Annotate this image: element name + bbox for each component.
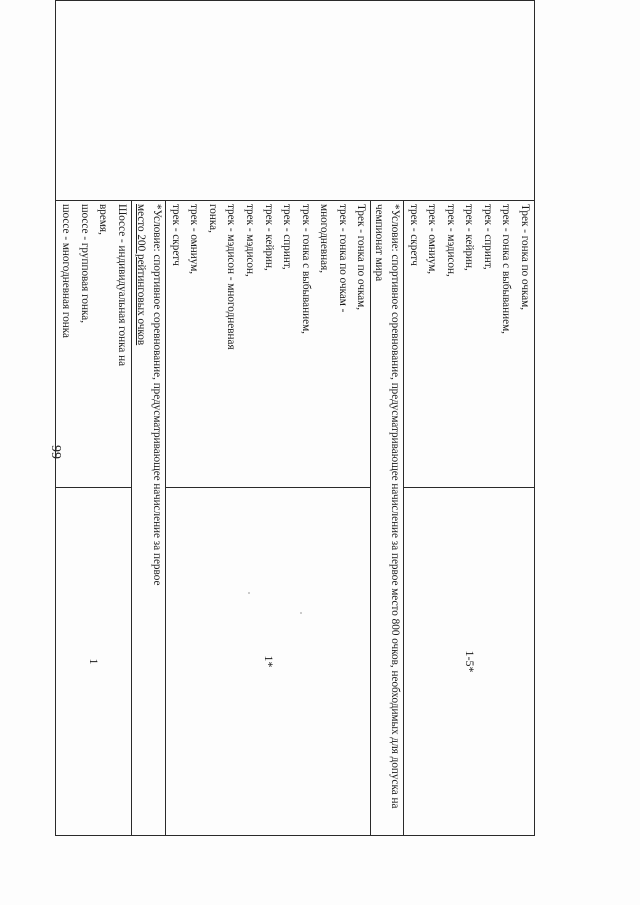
discipline-item: трек - кейрин, [262, 204, 275, 271]
note-text-line: *Условие: спортивное соревнование, предусматривающее начисление за первое [150, 204, 163, 586]
disciplines-cell [55, 201, 131, 488]
discipline-item: трек - гонка по очкам - [336, 204, 349, 313]
page-number: 99 [48, 445, 63, 459]
note-cell [371, 201, 404, 836]
discipline-item: трек - скретч [169, 204, 182, 266]
rotated-table-container [60, 0, 535, 835]
note-text: *Условие: спортивное соревнование, предусматривающее начисление за первое место 800 очков, необходимых для допуска на чемпионат мира [373, 204, 402, 809]
discipline-item: трек - кейрин, [463, 204, 476, 271]
discipline-item: трек - омниум, [426, 204, 439, 275]
discipline-item: Трек - гонка по очкам, [519, 204, 531, 311]
note-text-line: место 200 рейтинговых очков [134, 204, 147, 346]
sports-requirements-table [55, 0, 535, 836]
result-cell: 1* [165, 488, 371, 836]
discipline-item: многодневная, [318, 204, 331, 274]
discipline-item: трек - скретч [408, 204, 420, 266]
discipline-item: трек - гонка с выбыванием, [500, 204, 513, 334]
discipline-item: трек - мэдисон, [445, 204, 457, 277]
discipline-item: Трек - гонка по очкам, [355, 204, 368, 311]
discipline-item: время, [97, 204, 110, 235]
scan-speck [248, 592, 250, 594]
discipline-item: Шоссе - индивидуальная гонка на [115, 204, 128, 367]
discipline-item: трек - гонка с выбыванием, [299, 204, 312, 334]
empty-left-cell [55, 1, 534, 201]
discipline-item: шоссе - многодневная гонка [60, 204, 73, 339]
discipline-item: трек - омниум, [188, 204, 201, 275]
disciplines-cell [165, 201, 371, 488]
discipline-item: трек - спринт, [281, 204, 294, 270]
table-row [404, 1, 535, 836]
note-cell [131, 201, 165, 836]
scan-speck [300, 612, 302, 614]
discipline-item: гонка, [206, 204, 219, 233]
disciplines-cell [404, 201, 535, 488]
discipline-item: трек - мэдисон - многодневная [225, 204, 238, 350]
result-cell: 1-5* [404, 488, 535, 836]
discipline-item: шоссе - групповая гонка, [78, 204, 91, 323]
discipline-item: трек - спринт, [482, 204, 494, 270]
discipline-item: трек - мэдисон, [243, 204, 256, 277]
result-cell: 1 [55, 488, 131, 836]
